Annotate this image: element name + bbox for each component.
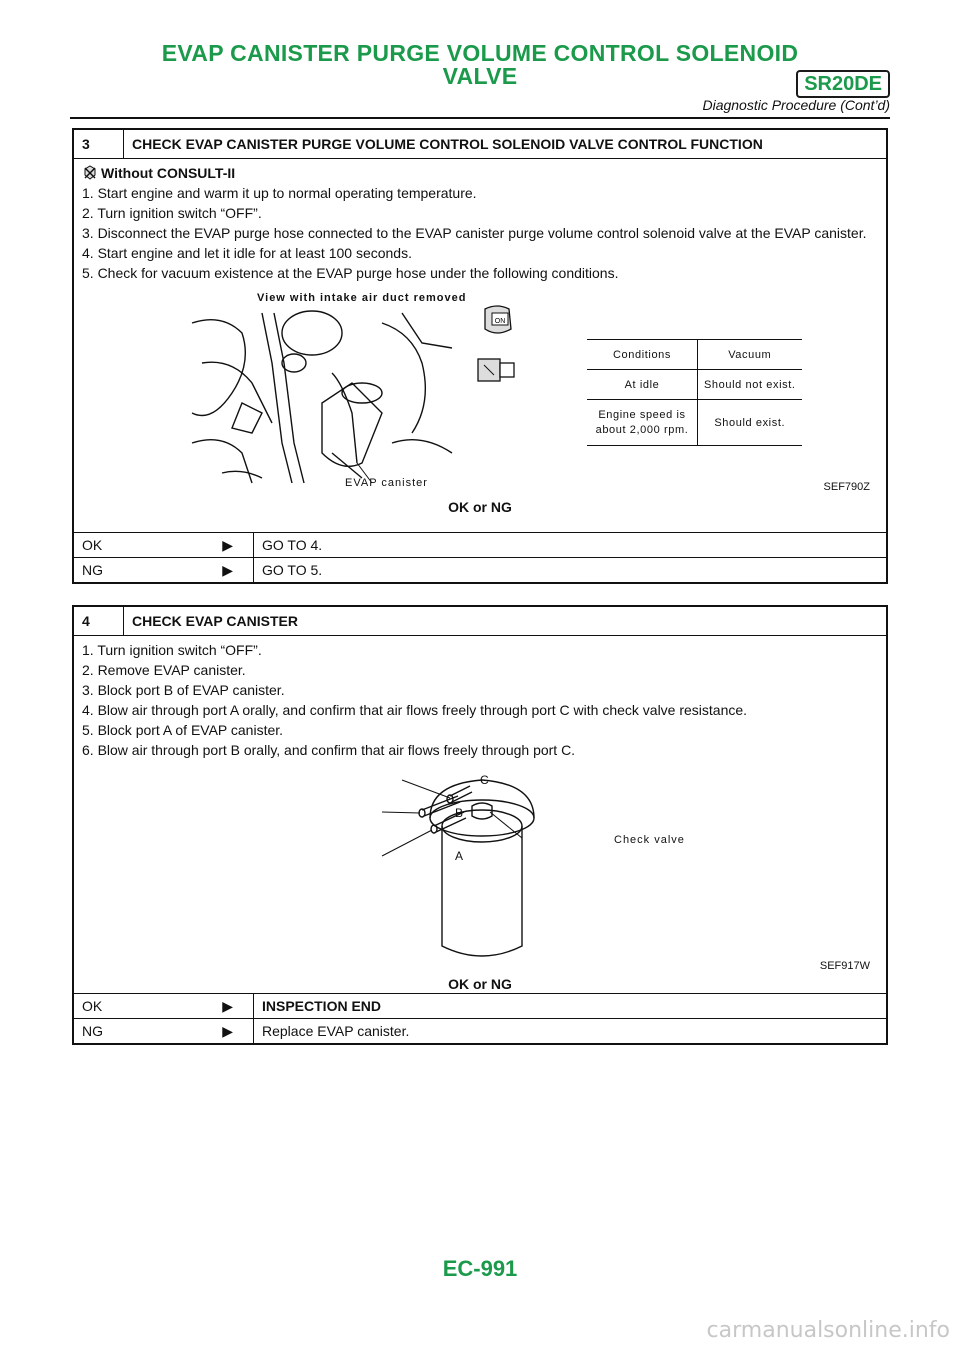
evap-canister-illustration [372, 766, 632, 966]
arrow-icon: ▶ [222, 536, 233, 553]
figure-code: SEF790Z [823, 481, 870, 493]
result-label: OK or NG [448, 499, 512, 515]
arrow-icon: ▶ [222, 561, 233, 578]
step-4-title: CHECK EVAP CANISTER [132, 613, 298, 629]
step-3-title: CHECK EVAP CANISTER PURGE VOLUME CONTROL SOLENOID VALVE CONTROL FUNCTION [132, 136, 763, 152]
result-row-ng [74, 557, 886, 582]
engine-bay-illustration [182, 303, 462, 488]
table-header: Vacuum [698, 340, 802, 370]
step-4-number: 4 [74, 607, 124, 635]
step-3-results [74, 532, 886, 582]
table-cell: Engine speed is about 2,000 rpm. [587, 400, 698, 446]
check-valve-label: Check valve [614, 834, 685, 846]
ignition-on-icon [477, 303, 527, 343]
step-4-instruction: 2. Remove EVAP canister. [82, 662, 246, 678]
watermark: carmanualsonline.info [706, 1318, 950, 1343]
step-3-instruction: 2. Turn ignition switch “OFF”. [82, 205, 262, 221]
vacuum-conditions-table [587, 339, 802, 446]
figure-code: SEF917W [819, 960, 870, 972]
port-c-label: C [480, 773, 489, 787]
step-4-instruction: 4. Blow air through port A orally, and confirm that air flows freely through port C with check valve resistance. [82, 702, 748, 718]
step-3-instruction: 3. Disconnect the EVAP purge hose connected to the EVAP canister purge volume control solenoid valve at the EVAP canister. [82, 225, 867, 241]
result-label: OK or NG [448, 976, 512, 992]
result-status: NG [82, 562, 103, 578]
result-row-ok [74, 532, 886, 557]
step-3-box [72, 128, 888, 584]
step-4-instruction: 3. Block port B of EVAP canister. [82, 682, 285, 698]
page-number: EC-991 [442, 1256, 518, 1281]
engine-badge: SR20DE [796, 70, 890, 98]
result-status: OK [82, 998, 103, 1014]
result-action: GO TO 5. [262, 562, 323, 578]
step-3-instruction: 4. Start engine and let it idle for at least 100 seconds. [82, 245, 412, 261]
step-3-number: 3 [74, 130, 124, 158]
step-3-header [74, 130, 886, 159]
step-4-instruction: 1. Turn ignition switch “OFF”. [82, 642, 262, 658]
step-4-header [74, 607, 886, 636]
consult-mode-label [82, 163, 878, 183]
arrow-icon: ▶ [222, 997, 233, 1014]
arrow-icon: ▶ [222, 1022, 233, 1039]
step-4-instruction: 5. Block port A of EVAP canister. [82, 722, 284, 738]
result-status: OK [82, 537, 103, 553]
result-row-ng [74, 1018, 886, 1043]
step-3-instruction: 5. Check for vacuum existence at the EVAP purge hose under the following conditions. [82, 265, 619, 281]
page-title-line2: VALVE [442, 63, 518, 89]
connector-disconnected-icon [474, 351, 524, 391]
mode-label-text: Without CONSULT-II [101, 165, 236, 181]
section-subtitle: Diagnostic Procedure (Cont’d) [702, 97, 890, 113]
step-3-body [74, 159, 886, 517]
step-4-instruction: 6. Blow air through port B orally, and confirm that air flows freely through port C. [82, 742, 576, 758]
step-3-instruction: 1. Start engine and warm it up to normal operating temperature. [82, 185, 477, 201]
header-divider [70, 117, 890, 119]
port-b-label: B [455, 806, 464, 820]
engine-bay-figure [82, 283, 878, 493]
figure-caption-top: View with intake air duct removed [257, 292, 467, 304]
canister-figure [82, 760, 878, 972]
page-title-line1: EVAP CANISTER PURGE VOLUME CONTROL SOLENOID [161, 40, 799, 66]
result-action: Replace EVAP canister. [262, 1023, 410, 1039]
step-4-box [72, 605, 888, 1045]
table-cell: At idle [587, 370, 698, 400]
result-action: GO TO 4. [262, 537, 323, 553]
figure-caption-bottom: EVAP canister [345, 477, 428, 489]
result-status: NG [82, 1023, 103, 1039]
no-consult-icon [82, 165, 98, 181]
table-cell: Should not exist. [698, 370, 802, 400]
table-cell: Should exist. [698, 400, 802, 446]
step-4-results [74, 993, 886, 1043]
port-a-label: A [455, 849, 464, 863]
result-row-ok [74, 993, 886, 1018]
step-4-body [74, 636, 886, 994]
result-action: INSPECTION END [262, 998, 382, 1014]
page-title [70, 42, 890, 88]
table-header: Conditions [587, 340, 698, 370]
on-label: ON [494, 318, 506, 325]
